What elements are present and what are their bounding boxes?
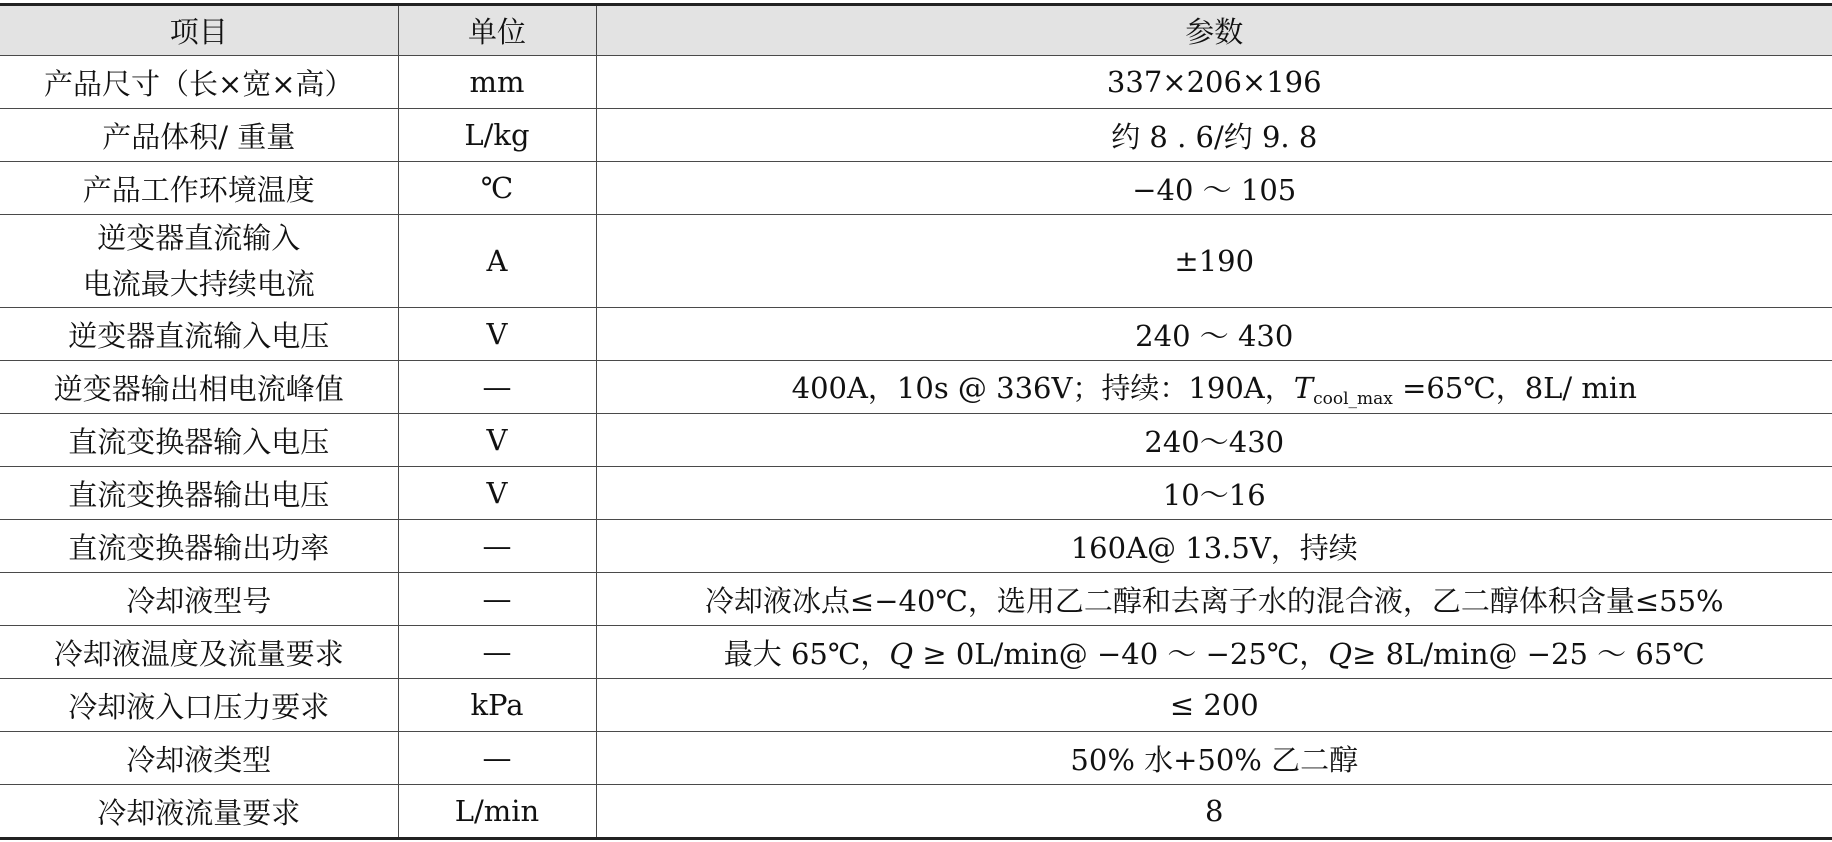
variable-t: T: [1293, 370, 1314, 405]
unit-cell: V: [398, 308, 596, 361]
item-cell: 冷却液型号: [0, 573, 398, 626]
item-cell: 直流变换器输出电压: [0, 467, 398, 520]
variable-q: Q: [1328, 636, 1353, 671]
unit-cell: A: [398, 215, 596, 308]
table-row: [0, 467, 1832, 520]
spec-table: [0, 3, 1832, 840]
header-item: 项目: [0, 5, 398, 56]
value-cell: 50% 水+50% 乙二醇: [596, 732, 1832, 785]
subscript-cool-max: cool_max: [1313, 388, 1393, 409]
item-cell: 逆变器直流输入电压: [0, 308, 398, 361]
value-cell: 337×206×196: [596, 56, 1832, 109]
table-row: [0, 308, 1832, 361]
value-cell: ±190: [596, 215, 1832, 308]
value-cell: 冷却液冰点≤−40℃，选用乙二醇和去离子水的混合液，乙二醇体积含量≤55%: [596, 573, 1832, 626]
unit-cell: mm: [398, 56, 596, 109]
unit-cell: —: [398, 732, 596, 785]
value-cell: [596, 626, 1832, 679]
unit-cell: ℃: [398, 162, 596, 215]
header-unit: 单位: [398, 5, 596, 56]
unit-cell: V: [398, 467, 596, 520]
value-text: ≥ 8L/min@ −25 ～ 65℃: [1352, 636, 1705, 671]
item-cell: 冷却液温度及流量要求: [0, 626, 398, 679]
value-text: 400A，10s @ 336V；持续：190A，: [791, 370, 1294, 405]
unit-cell: kPa: [398, 679, 596, 732]
unit-cell: V: [398, 414, 596, 467]
table-row: [0, 361, 1832, 414]
table-row: [0, 785, 1832, 839]
item-cell: 直流变换器输入电压: [0, 414, 398, 467]
table-row: [0, 573, 1832, 626]
item-cell: 冷却液入口压力要求: [0, 679, 398, 732]
table-row: [0, 520, 1832, 573]
header-value: 参数: [596, 5, 1832, 56]
unit-cell: —: [398, 361, 596, 414]
unit-cell: L/min: [398, 785, 596, 839]
header-row: [0, 5, 1832, 56]
table-row: [0, 215, 1832, 308]
value-cell: 240～430: [596, 414, 1832, 467]
item-line-2: 电流最大持续电流: [82, 267, 315, 301]
table-row: [0, 732, 1832, 785]
unit-cell: —: [398, 626, 596, 679]
item-cell: 冷却液类型: [0, 732, 398, 785]
table-row: [0, 414, 1832, 467]
value-cell: 8: [596, 785, 1832, 839]
table-row: [0, 109, 1832, 162]
item-cell: 产品体积/ 重量: [0, 109, 398, 162]
value-cell: ≤ 200: [596, 679, 1832, 732]
table-row: [0, 56, 1832, 109]
value-text: =65℃，8L/ min: [1392, 370, 1637, 405]
item-cell: [0, 215, 398, 308]
unit-cell: L/kg: [398, 109, 596, 162]
table-row: [0, 626, 1832, 679]
item-cell: 产品工作环境温度: [0, 162, 398, 215]
item-line-1: 逆变器直流输入: [97, 221, 301, 255]
unit-cell: —: [398, 573, 596, 626]
value-cell: 约 8 . 6/约 9. 8: [596, 109, 1832, 162]
unit-cell: —: [398, 520, 596, 573]
value-text: ≥ 0L/min@ −40 ～ −25℃，: [913, 636, 1329, 671]
value-cell: [596, 361, 1832, 414]
value-cell: −40 ～ 105: [596, 162, 1832, 215]
value-cell: 10～16: [596, 467, 1832, 520]
variable-q: Q: [889, 636, 914, 671]
item-cell: 冷却液流量要求: [0, 785, 398, 839]
item-cell: 直流变换器输出功率: [0, 520, 398, 573]
value-cell: 160A@ 13.5V，持续: [596, 520, 1832, 573]
value-cell: 240 ～ 430: [596, 308, 1832, 361]
value-text: 最大 65℃，: [723, 636, 890, 671]
table-row: [0, 162, 1832, 215]
table-row: [0, 679, 1832, 732]
item-cell: 产品尺寸（长×宽×高）: [0, 56, 398, 109]
item-cell: 逆变器输出相电流峰值: [0, 361, 398, 414]
